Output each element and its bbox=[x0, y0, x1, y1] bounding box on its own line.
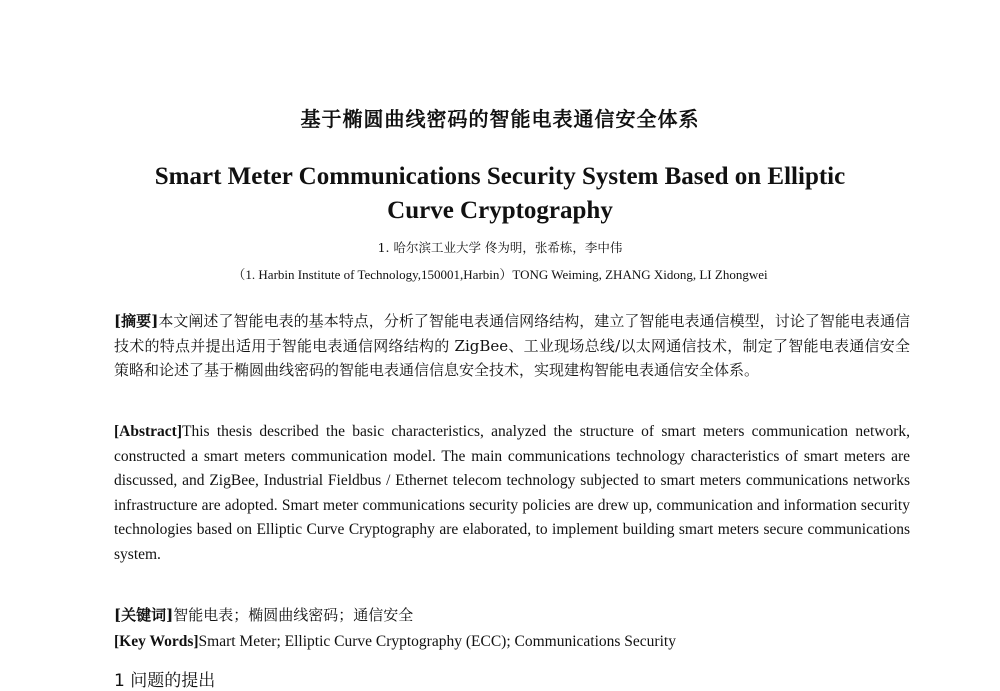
keywords-chinese bbox=[114, 604, 910, 625]
keywords-english-label: [Key Words] bbox=[114, 633, 199, 650]
abstract-chinese bbox=[114, 309, 910, 383]
abstract-chinese-label: [摘要] bbox=[114, 312, 159, 330]
keywords-chinese-text: 智能电表；椭圆曲线密码；通信安全 bbox=[173, 606, 414, 624]
english-title: Smart Meter Communications Security System Based on Elliptic Curve Cryptography bbox=[154, 163, 846, 224]
authors-chinese: 1. 哈尔滨工业大学 佟为明，张希栋，李中伟 bbox=[377, 240, 623, 255]
authors-english: （1. Harbin Institute of Technology,150001,Harbin）TONG Weiming, ZHANG Xidong, LI Zhongwei bbox=[232, 267, 768, 282]
section-heading: 1 问题的提出 bbox=[114, 671, 216, 691]
keywords-english bbox=[114, 633, 910, 651]
abstract-chinese-text: 本文阐述了智能电表的基本特点，分析了智能电表通信网络结构，建立了智能电表通信模型，讨论了智能电表通信技术的特点并提出适用于智能电表通信网络结构的 ZigBee、工业现场总线/以太网通信技术，制定了智能电表通信安全策略和论述了基于椭圆曲线密码的智能电表通信信息安全技术，实现建构智能电表通信安全体系。 bbox=[114, 312, 910, 379]
abstract-english-label: [Abstract] bbox=[114, 423, 183, 440]
chinese-title: 基于椭圆曲线密码的智能电表通信安全体系 bbox=[300, 107, 700, 131]
abstract-english-text: This thesis described the basic characteristics, analyzed the structure of smart meters communication network, constructed a smart meters communication model. The main communications technology characteristics of smart meters are discussed, and ZigBee, Industrial Fieldbus / Ethernet telecom technology subjected to smart meters communications networks infrastructure are adopted. Smart meter communications security policies are drew up, communication and information security technologies based on Elliptic Curve Cryptography are elaborated, to implement building smart meters secure communications system. bbox=[114, 423, 910, 563]
abstract-english bbox=[114, 420, 910, 568]
keywords-chinese-label: [关键词] bbox=[114, 606, 174, 624]
keywords-english-text: Smart Meter; Elliptic Curve Cryptography (ECC); Communications Security bbox=[198, 633, 676, 650]
